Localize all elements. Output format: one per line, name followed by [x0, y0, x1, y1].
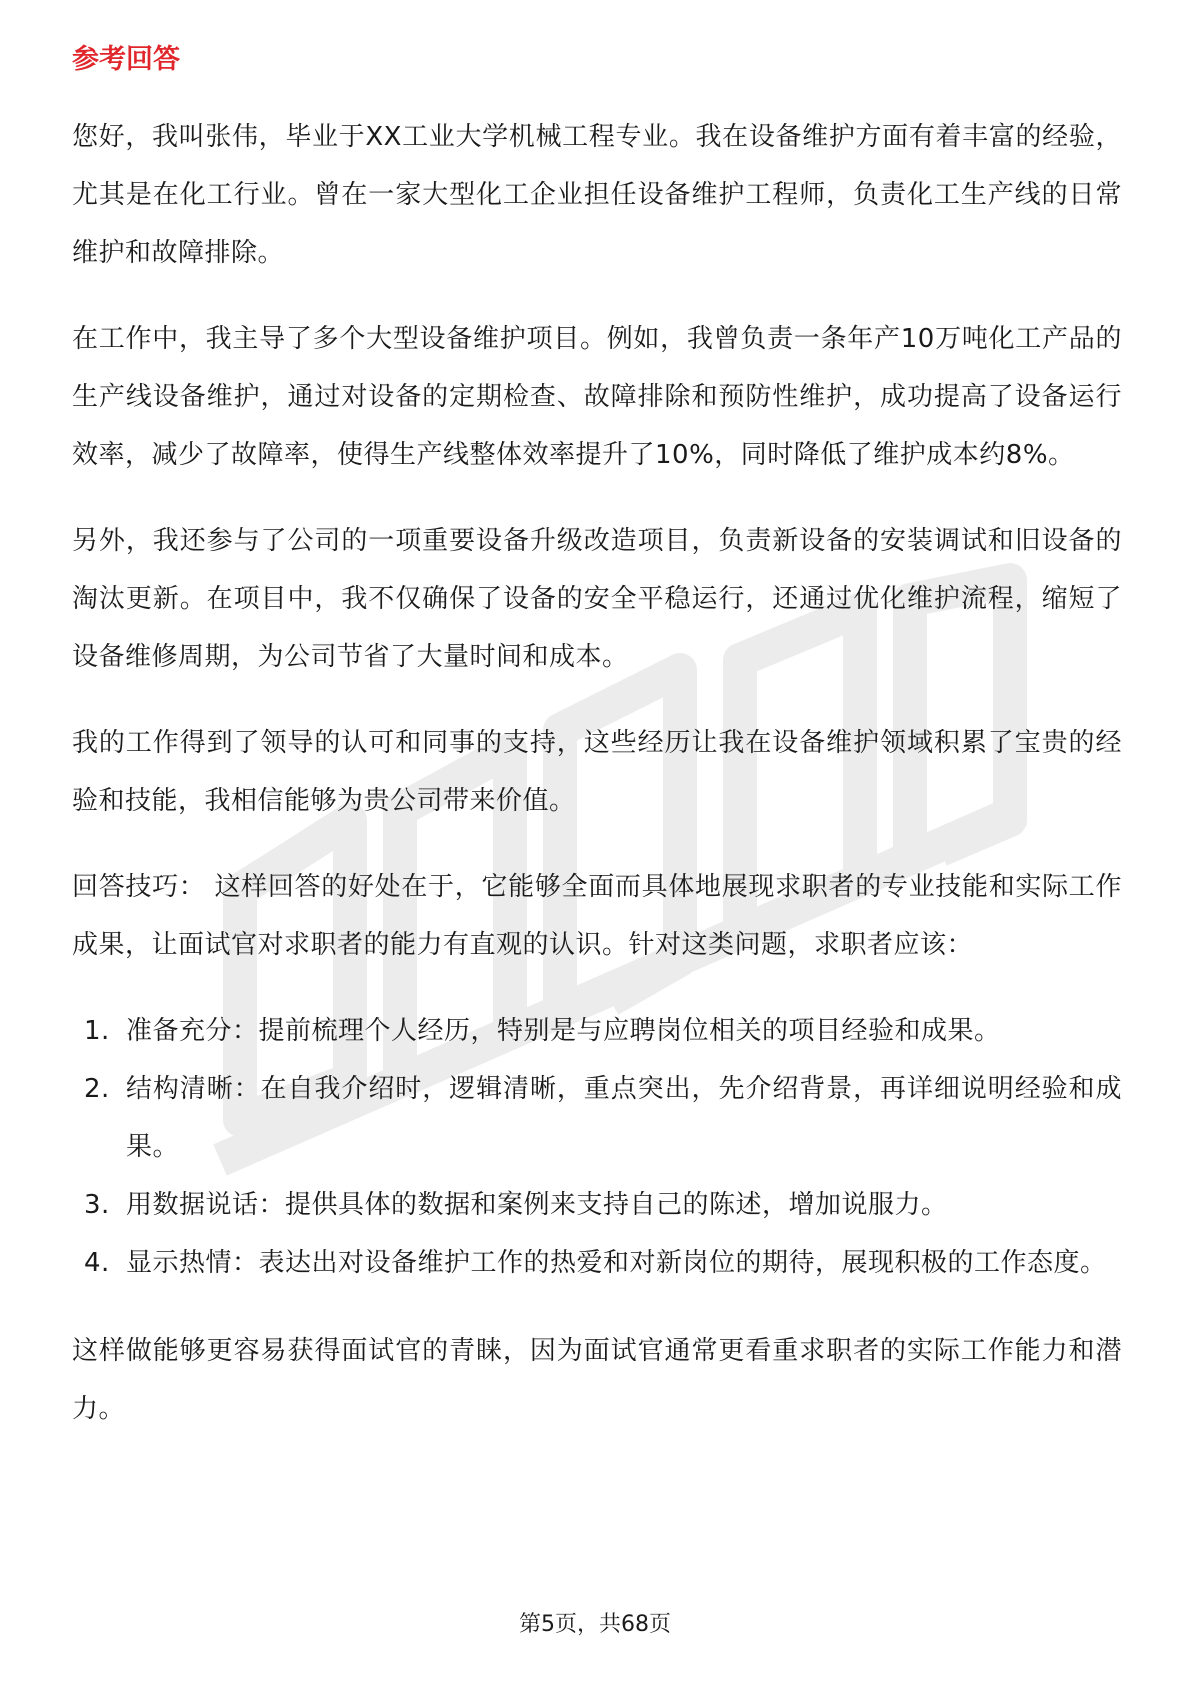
- paragraph-intro: 您好，我叫张伟，毕业于XX工业大学机械工程专业。我在设备维护方面有着丰富的经验，尤其是在化工行业。曾在一家大型化工企业担任设备维护工程师，负责化工生产线的日常维护和故障排除。: [72, 122, 1122, 268]
- page-number: 第5页，共68页: [519, 1612, 671, 1637]
- list-item-text: 显示热情：表达出对设备维护工作的热爱和对新岗位的期待，展现积极的工作态度。: [126, 1248, 1107, 1278]
- list-item-text: 准备充分：提前梳理个人经历，特别是与应聘岗位相关的项目经验和成果。: [126, 1016, 1001, 1046]
- list-number: 3.: [84, 1190, 110, 1220]
- paragraph-closing: 这样做能够更容易获得面试官的青睐，因为面试官通常更看重求职者的实际工作能力和潜力。: [72, 1336, 1122, 1424]
- list-item: [72, 1234, 1122, 1292]
- list-number: 1.: [84, 1016, 110, 1046]
- document-body: [72, 40, 1122, 1466]
- list-item-text: 结构清晰：在自我介绍时，逻辑清晰，重点突出，先介绍背景，再详细说明经验和成果。: [126, 1074, 1122, 1162]
- paragraph-tips-intro: 回答技巧： 这样回答的好处在于，它能够全面而具体地展现求职者的专业技能和实际工作成果，让面试官对求职者的能力有直观的认识。针对这类问题，求职者应该：: [72, 872, 1122, 960]
- paragraph-project: 在工作中，我主导了多个大型设备维护项目。例如，我曾负责一条年产10万吨化工产品的生产线设备维护，通过对设备的定期检查、故障排除和预防性维护，成功提高了设备运行效率，减少了故障率，使得生产线整体效率提升了10%，同时降低了维护成本约8%。: [72, 324, 1122, 470]
- list-item-text: 用数据说话：提供具体的数据和案例来支持自己的陈述，增加说服力。: [126, 1190, 948, 1220]
- paragraph-upgrade: 另外，我还参与了公司的一项重要设备升级改造项目，负责新设备的安装调试和旧设备的淘汰更新。在项目中，我不仅确保了设备的安全平稳运行，还通过优化维护流程，缩短了设备维修周期，为公司节省了大量时间和成本。: [72, 526, 1122, 672]
- tips-list: [72, 1002, 1122, 1292]
- list-number: 4.: [84, 1248, 110, 1278]
- section-heading: 参考回答: [72, 44, 180, 75]
- list-item: [72, 1002, 1122, 1060]
- list-item: [72, 1176, 1122, 1234]
- list-number: 2.: [84, 1074, 110, 1104]
- paragraph-summary: 我的工作得到了领导的认可和同事的支持，这些经历让我在设备维护领域积累了宝贵的经验和技能，我相信能够为贵公司带来价值。: [72, 728, 1122, 816]
- list-item: [72, 1060, 1122, 1176]
